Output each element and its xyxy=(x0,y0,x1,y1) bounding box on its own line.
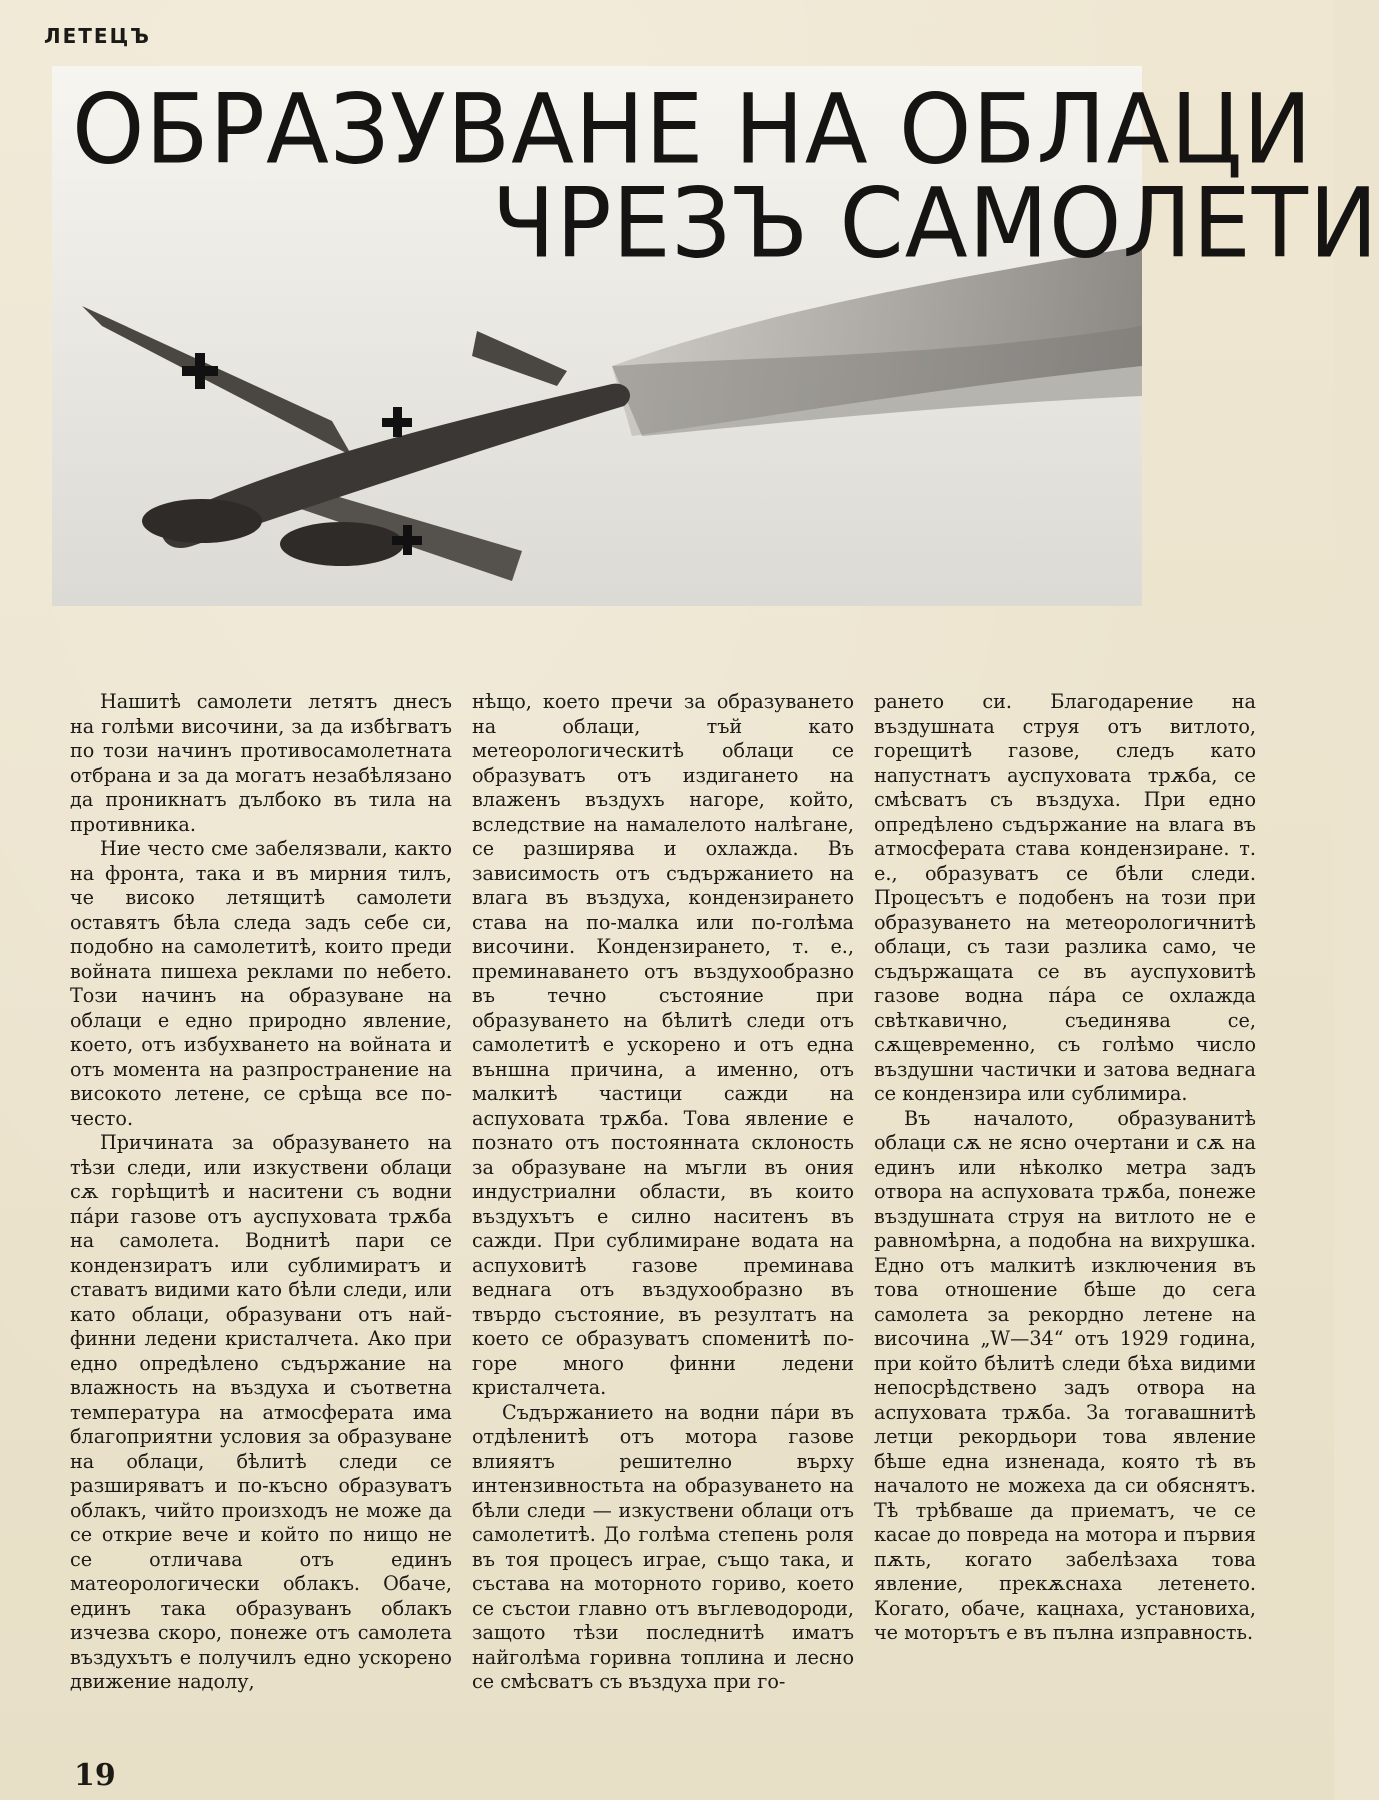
paragraph: рането си. Благодарение на въздушната струя отъ витлото, горещитѣ газове, следъ като напустнатъ ауспуховата трѫба, се смѣсватъ съ въздуха. При едно опредѣлено съдържание на влага въ атмосферата става кондензиране. т. е., образуватъ се бѣли следи. Процесътъ е подобенъ на този при образуването на метеорологичнитѣ облаци, съ тази разлика само, че съдържащата се въ ауспуховитѣ газове водна пáра се охлажда свѣткавично, съединява се, сѫщевременно, съ голѣмо число въздушни частички и затова веднага се кондензира или сублимира. xyxy=(874,690,1256,1105)
text-column-2 xyxy=(472,690,854,1730)
text-column-1 xyxy=(70,690,452,1730)
page-number: 19 xyxy=(74,1758,116,1793)
paragraph: Ние често сме забелязвали, както на фронта, така и въ мирния тилъ, че високо летящитѣ самолети оставятъ бѣла следа задъ себе си, подобно на самолетитѣ, които преди войната пишеха реклами по небето. Този начинъ на образуване на облаци е едно природно явление, което, отъ избухването на войната и отъ момента на разпространение на високото летене, се срѣща все по-често. xyxy=(70,837,452,1130)
right-engine xyxy=(280,522,404,566)
hero-photo xyxy=(52,66,1379,606)
paragraph: Причината за образуването на тѣзи следи, или изкуствени облаци сѫ горѣщитѣ и наситени съ водни пáри газове отъ ауспуховата трѫба на самолета. Воднитѣ пари се кондензиратъ или сублимиратъ и ставатъ видими като бѣли следи, или като облаци, образувани отъ най-финни ледени кристалчета. Ако при едно опредѣлено съдържание на влажность на въздуха и съответна температура на атмосферата има благоприятни условия за образуване на облаци, бѣлитѣ следи се разширяватъ и по-късно образуватъ облакъ, чийто произходъ не може да се открие вече и който по нищо не се отличава отъ единъ матеорологически облакъ. Обаче, единъ така образуванъ облакъ изчезва скоро, понеже отъ самолета въздухътъ е получилъ едно ускорено движение надолу, xyxy=(70,1131,452,1693)
article-title-line-2: ЧРЕЗЪ САМОЛЕТИ xyxy=(492,167,1379,280)
paragraph: Съдържанието на водни пáри въ отдѣленитѣ отъ мотора газове влияятъ решително върху интензивностьта на образуването на бѣли следи — изкуствени облаци отъ самолетитѣ. До голѣма степень роля въ тоя процесъ играе, също така, и състава на моторното гориво, което се състои главно отъ въглеводороди, защото тѣзи последнитѣ иматъ найголѣма горивна топлина и лесно се смѣсватъ съ въздуха при го- xyxy=(472,1400,854,1693)
paragraph: Въ началото, образуванитѣ облаци сѫ не ясно очертани и сѫ на единъ или нѣколко метра задъ отвора на аспуховата трѫба, понеже въздушната струя на витлото не е равномѣрна, а подобна на вихрушка. Едно отъ малкитѣ изключения въ това отношение бѣше до сега самолета за рекордно летене на височина „W—34“ отъ 1929 година, при който бѣлитѣ следи бѣха видими непосрѣдствено задъ отвора на аспуховата трѫба. За тогавашнитѣ летци рекордьори това явление бѣше една изненада, която тѣ въ началото не можеха да си обяснятъ. Тѣ трѣбваше да приематъ, че се касае до повреда на мотора и първия пѫть, когато забелѣзаха това явление, прекѫснаха летенето. Когато, обаче, кацнаха, установиха, че моторътъ е въ пълна изправность. xyxy=(874,1106,1256,1644)
text-column-3 xyxy=(874,690,1256,1730)
article-body xyxy=(70,690,1300,1730)
paragraph: нѣщо, което пречи за образуването на облаци, тъй като метеорологическитѣ облаци се образуватъ отъ издигането на влаженъ въздухъ нагоре, който, вследствие на намалелото налѣгане, се разширява и охлажда. Въ зависимость отъ съдържанието на влага въ въздуха, кондензирането става на по-малка или по-голѣма височини. Кондензирането, т. е., преминаването отъ въздухообразно въ течно състояние при образуването на бѣлитѣ следи отъ самолетитѣ е ускорено и отъ една външна причина, а именно, отъ малкитѣ частици сажди на аспуховата трѫба. Това явление е познато отъ постоянната склоность за образуване на мъгли въ ония индустриални области, въ които въздухътъ е силно наситенъ въ сажди. При сублимиране водата на аспуховитѣ газове преминава веднага отъ въздухообразно въ твърдо състояние, въ резултатъ на което се образуватъ споменитѣ по-горе много финни ледени кристалчета. xyxy=(472,690,854,1399)
article-title-line-1: ОБРАЗУВАНЕ НА ОБЛАЦИ xyxy=(72,73,1313,186)
running-head: ЛЕТЕЦЪ xyxy=(44,24,151,48)
paragraph: Нашитѣ самолети летятъ днесъ на голѣми височини, за да избѣгватъ по този начинъ противосамолетната отбрана и за да могатъ незабѣлязано да проникнатъ дълбоко въ тила на противника. xyxy=(70,690,452,836)
left-engine xyxy=(142,499,262,543)
